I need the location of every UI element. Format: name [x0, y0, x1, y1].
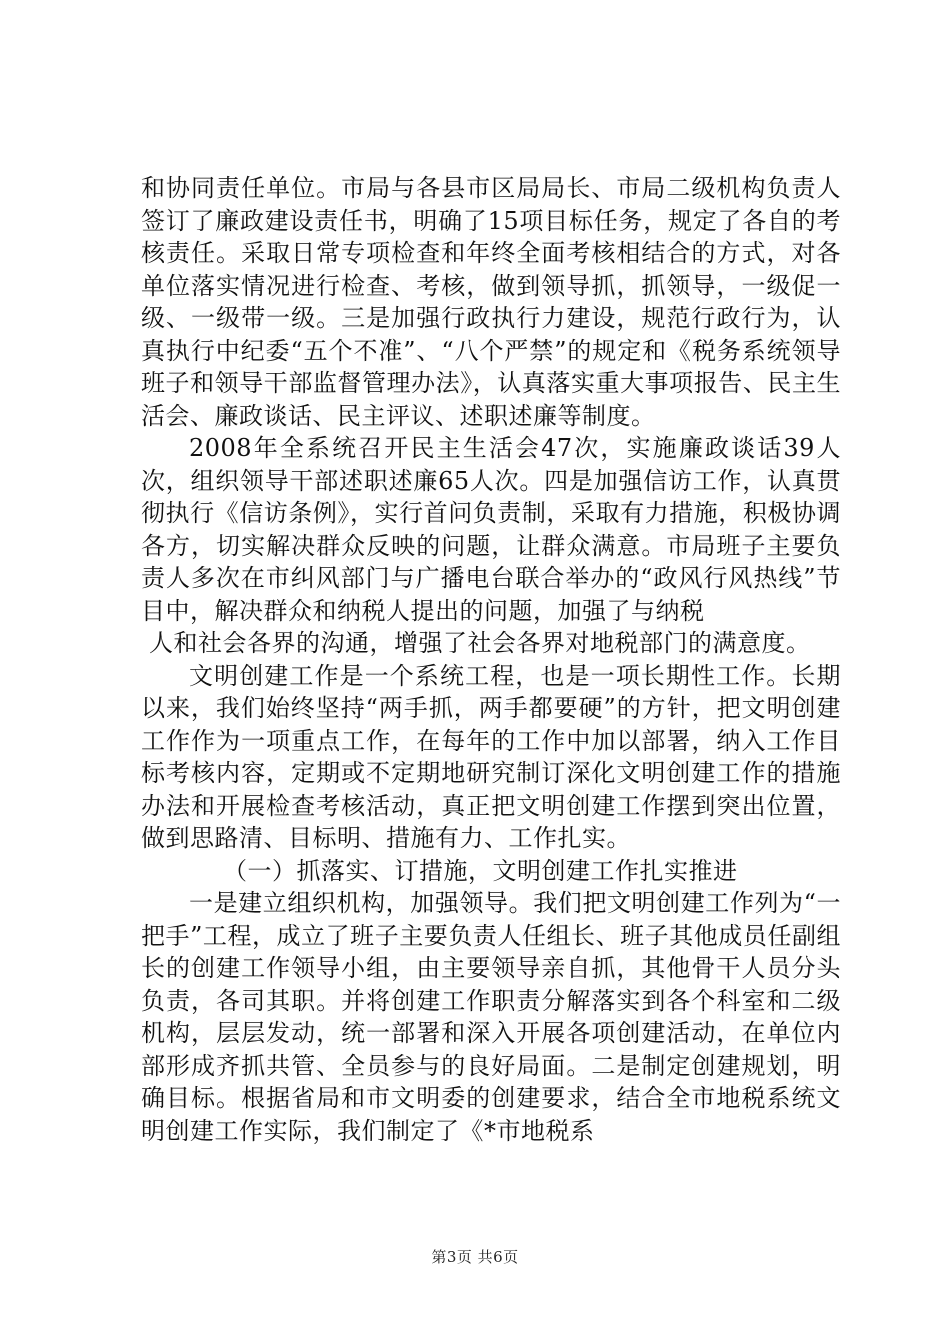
- page-number-footer: 第3页 共6页: [431, 1248, 519, 1266]
- paragraph-civilization-work: 文明创建工作是一个系统工程，也是一项长期性工作。长期以来，我们始终坚持“两手抓，两手都要硬”的方针，把文明创建工作作为一项重点工作，在每年的工作中加以部署，纳入工作目标考核内容，定期或不定期地研究制订深化文明创建工作的措施办法和开展检查考核活动，真正把文明创建工作摆到突出位置，做到思路清、目标明、措施有力、工作扎实。: [141, 661, 841, 852]
- paragraph-statistics: 2008年全系统召开民主生活会47次，实施廉政谈话39人次，组织领导干部述职述廉65人次。四是加强信访工作，认真贯彻执行《信访条例》，实行首问负责制，采取有力措施，积极协调各方，切实解决群众反映的问题，让群众满意。市局班子主要负责人多次在市纠风部门与广播电台联合举办的“政风行风热线”节目中，解决群众和纳税人提出的问题，加强了与纳税: [141, 434, 841, 625]
- paragraph-organization: 一是建立组织机构，加强领导。我们把文明创建工作列为“一把手”工程，成立了班子主要负责人任组长、班子其他成员任副组长的创建工作领导小组，由主要领导亲自抓，其他骨干人员分头负责，各司其职。并将创建工作职责分解落实到各个科室和二级机构，层层发动，统一部署和深入开展各项创建活动，在单位内部形成齐抓共管、全员参与的良好局面。二是制定创建规划，明确目标。根据省局和市文明委的创建要求，结合全市地税系统文明创建工作实际，我们制定了《*市地税系: [141, 889, 841, 1145]
- document-body: [141, 172, 841, 1147]
- section-heading: （一）抓落实、订措施，文明创建工作扎实推进: [223, 856, 738, 885]
- paragraph-responsibility: 和协同责任单位。市局与各县市区局局长、市局二级机构负责人签订了廉政建设责任书，明确了15项目标任务，规定了各自的考核责任。采取日常专项检查和年终全面考核相结合的方式，对各单位落实情况进行检查、考核，做到领导抓，抓领导，一级促一级、一级带一级。三是加强行政执行力建设，规范行政行为，认真执行中纪委“五个不准”、“八个严禁”的规定和《税务系统领导班子和领导干部监督管理办法》，认真落实重大事项报告、民主生活会、廉政谈话、民主评议、述职述廉等制度。: [141, 174, 841, 430]
- paragraph-continuation: 人和社会各界的沟通，增强了社会各界对地税部门的满意度。: [149, 629, 811, 657]
